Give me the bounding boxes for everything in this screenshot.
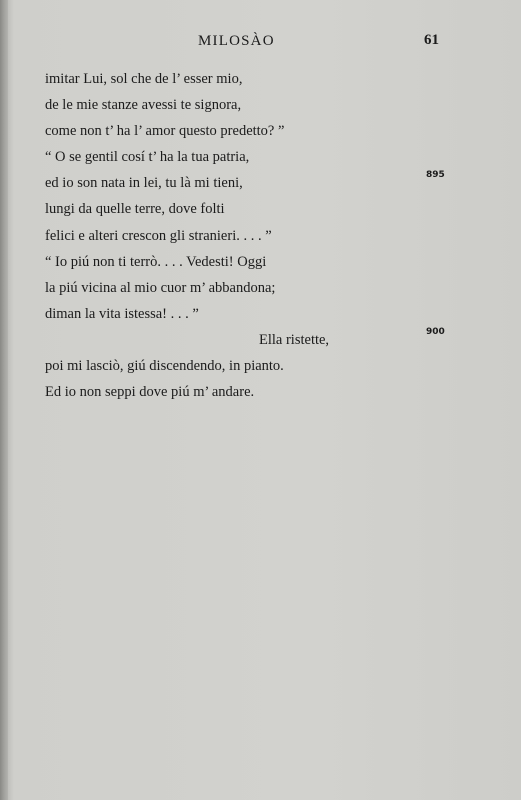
- verse-line-indented: Ella ristette,: [259, 331, 330, 348]
- running-title: MILOSÀO: [198, 33, 275, 49]
- verse-line: la piú vicina al mio cuor m’ abbandona;: [45, 279, 276, 296]
- verse-line: imitar Lui, sol che de l’ esser mio,: [45, 71, 243, 87]
- page-number: 61: [424, 32, 439, 48]
- verse-line: Ed io non seppi dove piú m’ andare.: [45, 384, 255, 401]
- verse-line: felici e alteri crescon gli stranieri. . . . ”: [45, 227, 272, 244]
- verse-line: “ O se gentil cosí t’ ha la tua patria,: [45, 149, 250, 166]
- verse-line: poi mi lasciò, giú discendendo, in pianto.: [45, 358, 284, 375]
- verse-line: “ Io piú non ti terrò. . . . Vedesti! Oggi: [45, 253, 267, 270]
- verse-line: diman la vita istessa! . . . ”: [45, 305, 199, 322]
- line-number-marker: 895: [426, 170, 445, 180]
- spine-shadow: [0, 0, 8, 800]
- verse-line: de le mie stanze avessi te signora,: [45, 97, 242, 114]
- poem-text: [45, 66, 375, 405]
- verse-line: ed io son nata in lei, tu là mi tieni,: [45, 175, 243, 192]
- verse-line: come non t’ ha l’ amor questo predetto? ”: [45, 123, 285, 140]
- verse-line: lungi da quelle terre, dove folti: [45, 201, 225, 218]
- line-number-marker: 900: [426, 327, 445, 337]
